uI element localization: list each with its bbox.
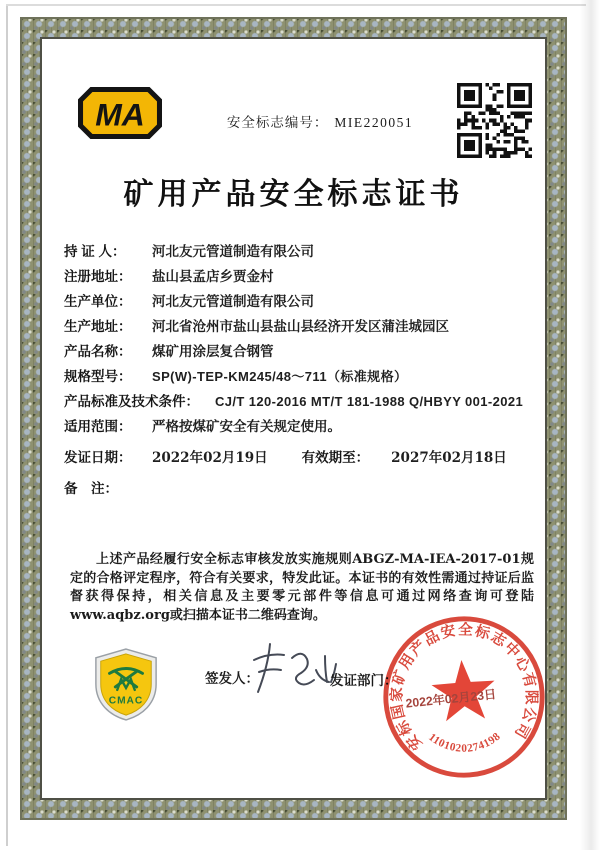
certificate-fields xyxy=(64,240,544,502)
cmac-badge-text: CMAC xyxy=(108,695,144,707)
field-row-holder xyxy=(64,240,544,265)
conformity-statement: 上述产品经履行安全标志审核发放实施规则ABGZ-MA-IEA-2017-01规定的合格评定程序，符合有关要求，特发此证。本证书的有效性需通过持证后监督获得保持，相关信息及主要零元部件等信息可通过网络查询可登陆www.aqbz.org或扫描本证书二维码查询。 xyxy=(70,552,534,623)
handwritten-signature-icon xyxy=(246,636,342,702)
field-label: 持 证 人： xyxy=(64,244,126,259)
field-value: 河北省沧州市盐山县盐山县经济开发区蒲洼城园区 xyxy=(152,319,449,335)
issuer-label: 发证部门： xyxy=(330,673,398,689)
ma-logo-text: MA xyxy=(95,96,145,133)
svg-text:1101020274198 xyxy=(426,726,505,757)
valid-until-label: 有效期至： xyxy=(301,450,370,465)
field-label: 产品标准及技术条件： xyxy=(64,394,199,409)
field-value: 盐山县孟店乡贾金村 xyxy=(152,269,274,285)
field-row-model-spec xyxy=(64,365,544,390)
cmac-badge xyxy=(92,646,160,724)
field-value: 河北友元管道制造有限公司 xyxy=(152,244,314,260)
field-row-dates xyxy=(64,446,544,471)
cmac-shield-icon xyxy=(92,646,160,724)
field-value: 河北友元管道制造有限公司 xyxy=(152,294,314,310)
field-row-manufacturer xyxy=(64,290,544,315)
field-row-remark xyxy=(64,477,544,502)
field-row-registered-address xyxy=(64,265,544,290)
remark-label: 备 注： xyxy=(64,481,118,496)
field-label: 产品名称： xyxy=(64,344,132,359)
field-label: 规格型号： xyxy=(64,369,132,384)
field-value: 煤矿用涂层复合钢管 xyxy=(152,344,274,360)
safety-mark-number-value: MIE220051 xyxy=(334,115,414,130)
qr-code-icon xyxy=(457,83,532,158)
field-label: 生产单位： xyxy=(64,294,132,309)
stamp-ring-text: 安标国家矿用产品安全标志中心有限公司 xyxy=(388,621,540,754)
field-label: 适用范围： xyxy=(64,419,132,434)
certificate-title: 矿用产品安全标志证书 xyxy=(123,177,464,212)
issuer-stamp xyxy=(372,605,556,789)
field-value: SP(W)-TEP-KM245/48～711（标准规格） xyxy=(152,369,408,384)
field-value: CJ/T 120-2016 MT/T 181-1988 Q/HBYY 001-2021 xyxy=(215,394,524,409)
field-value: 严格按煤矿安全有关规定使用。 xyxy=(152,419,341,435)
stamp-serial-number: 1101020274198 xyxy=(426,730,504,755)
issue-date-label: 发证日期： xyxy=(64,450,132,465)
signature xyxy=(246,636,342,702)
stamp-date: 2022年02月23日 xyxy=(404,687,497,711)
field-row-standards xyxy=(64,390,544,415)
signer-label: 签发人： xyxy=(205,671,259,687)
field-row-scope xyxy=(64,415,544,440)
issue-date-value: 2022年02月19日 xyxy=(152,450,268,466)
field-row-product-name xyxy=(64,340,544,365)
field-label: 生产地址： xyxy=(64,319,132,334)
field-row-production-address xyxy=(64,315,544,340)
field-label: 注册地址： xyxy=(64,269,132,284)
safety-mark-number-label: 安全标志编号： xyxy=(226,115,329,131)
qr-code xyxy=(457,83,532,158)
valid-until-value: 2027年02月18日 xyxy=(391,450,507,466)
